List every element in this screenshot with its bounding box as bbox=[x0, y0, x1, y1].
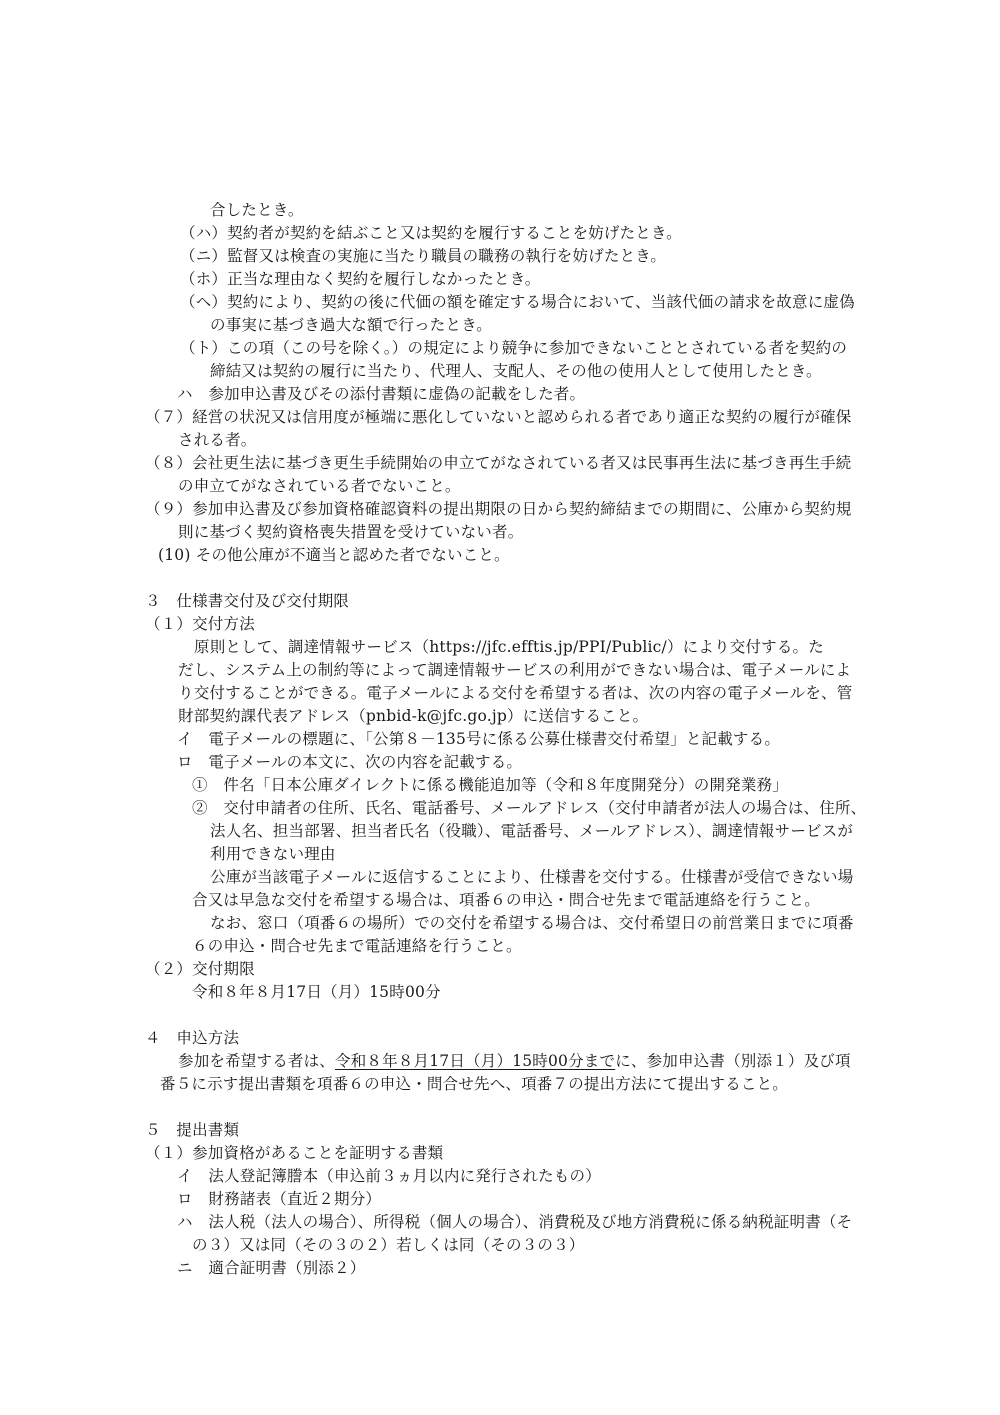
paragraph-line: 利用できない理由 bbox=[210, 845, 336, 863]
list-item-i: イ 電子メールの標題に、「公第８－135号に係る公募仕様書交付希望」と記載する。 bbox=[177, 730, 781, 748]
subsection-heading: （２）交付期限 bbox=[145, 960, 255, 978]
text-line: の事実に基づき過大な額で行ったとき。 bbox=[210, 316, 492, 334]
paragraph-line: の３）又は同（その３の２）若しくは同（その３の３） bbox=[192, 1236, 585, 1254]
paragraph-line: 法人名、担当部署、担当者氏名（役職）、電話番号、メールアドレス）、調達情報サービスが bbox=[210, 822, 854, 840]
paragraph-line: 公庫が当該電子メールに返信することにより、仕様書を交付する。仕様書が受信できない場 bbox=[210, 868, 854, 886]
text-line: される者。 bbox=[178, 431, 257, 449]
list-item-ni: （ニ）監督又は検査の実施に当たり職員の職務の執行を妨げたとき。 bbox=[180, 247, 667, 265]
paragraph-line: ６の申込・問合せ先まで電話連絡を行うこと。 bbox=[192, 937, 522, 955]
text-line: の申立てがなされている者でないこと。 bbox=[178, 477, 461, 495]
paragraph-line: 合又は早急な交付を希望する場合は、項番６の申込・問合せ先まで電話連絡を行うこと。 bbox=[192, 891, 821, 909]
subsection-heading: （１）参加資格があることを証明する書類 bbox=[145, 1144, 444, 1162]
subsection-heading: （１）交付方法 bbox=[145, 615, 255, 633]
list-item-ha: （ハ）契約者が契約を結ぶこと又は契約を履行することを妨げたとき。 bbox=[180, 224, 682, 242]
paragraph-line: 番５に示す提出書類を項番６の申込・問合せ先へ、項番７の提出方法にて提出すること。 bbox=[160, 1075, 789, 1093]
paragraph-line: り交付することができる。電子メールによる交付を希望する者は、次の内容の電子メールを、管 bbox=[178, 684, 853, 702]
underlined-deadline: 令和８年８月17日（月）15時00分まで bbox=[335, 1052, 616, 1070]
list-item-he: （ヘ）契約により、契約の後に代価の額を確定する場合において、当該代価の請求を故意に虚偽 bbox=[180, 293, 855, 311]
paragraph-line bbox=[178, 1050, 851, 1072]
text-line: 締結又は契約の履行に当たり、代理人、支配人、その他の使用人として使用したとき。 bbox=[210, 362, 822, 380]
list-item-9: （９）参加申込書及び参加資格確認資料の提出期限の日から契約締結までの期間に、公庫から契約規 bbox=[145, 500, 852, 518]
text-line: 則に基づく契約資格喪失措置を受けていない者。 bbox=[178, 523, 524, 541]
text-segment: 参加を希望する者は、 bbox=[178, 1052, 336, 1070]
list-item-circle-2: ② 交付申請者の住所、氏名、電話番号、メールアドレス（交付申請者が法人の場合は、住所、 bbox=[192, 799, 867, 817]
text-segment: に、参加申込書（別添１）及び項 bbox=[615, 1052, 851, 1070]
paragraph-line: 財部契約課代表アドレス（pnbid-k@jfc.go.jp）に送信すること。 bbox=[178, 707, 649, 725]
list-item-ha: ハ 法人税（法人の場合）、所得税（個人の場合）、消費税及び地方消費税に係る納税証明書（そ bbox=[177, 1213, 853, 1231]
list-item-10: (10) その他公庫が不適当と認めた者でないこと。 bbox=[158, 546, 510, 564]
list-item-circle-1: ① 件名「日本公庫ダイレクトに係る機能追加等（令和８年度開発分）の開発業務」 bbox=[192, 776, 788, 794]
section-heading-5: ５ 提出書類 bbox=[145, 1121, 240, 1139]
deadline-text: 令和８年８月17日（月）15時00分 bbox=[192, 983, 441, 1001]
list-item-c: ハ 参加申込書及びその添付書類に虚偽の記載をした者。 bbox=[177, 385, 586, 403]
list-item-8: （８）会社更生法に基づき更生手続開始の申立てがなされている者又は民事再生法に基づき再生手続 bbox=[145, 454, 852, 472]
list-item-to: （ト）この項（この号を除く。）の規定により競争に参加できないこととされている者を契約の bbox=[180, 339, 848, 357]
text-line: 合したとき。 bbox=[210, 201, 304, 219]
paragraph-line: だし、システム上の制約等によって調達情報サービスの利用ができない場合は、電子メールによ bbox=[178, 661, 852, 679]
section-heading-3: ３ 仕様書交付及び交付期限 bbox=[145, 592, 350, 610]
list-item-i: イ 法人登記簿謄本（申込前３ヵ月以内に発行されたもの） bbox=[177, 1167, 601, 1185]
paragraph-line: なお、窓口（項番６の場所）での交付を希望する場合は、交付希望日の前営業日までに項番 bbox=[210, 914, 854, 932]
paragraph-line: 原則として、調達情報サービス（https://jfc.efftis.jp/PPI/Public/）により交付する。た bbox=[194, 638, 824, 656]
list-item-7: （７）経営の状況又は信用度が極端に悪化していないと認められる者であり適正な契約の履行が確保 bbox=[145, 408, 852, 426]
list-item-ho: （ホ）正当な理由なく契約を履行しなかったとき。 bbox=[180, 270, 541, 288]
list-item-ni: ニ 適合証明書（別添２） bbox=[177, 1259, 366, 1277]
list-item-ro: ロ 財務諸表（直近２期分） bbox=[177, 1190, 382, 1208]
list-item-ro: ロ 電子メールの本文に、次の内容を記載する。 bbox=[177, 753, 523, 771]
section-heading-4: ４ 申込方法 bbox=[145, 1029, 240, 1047]
